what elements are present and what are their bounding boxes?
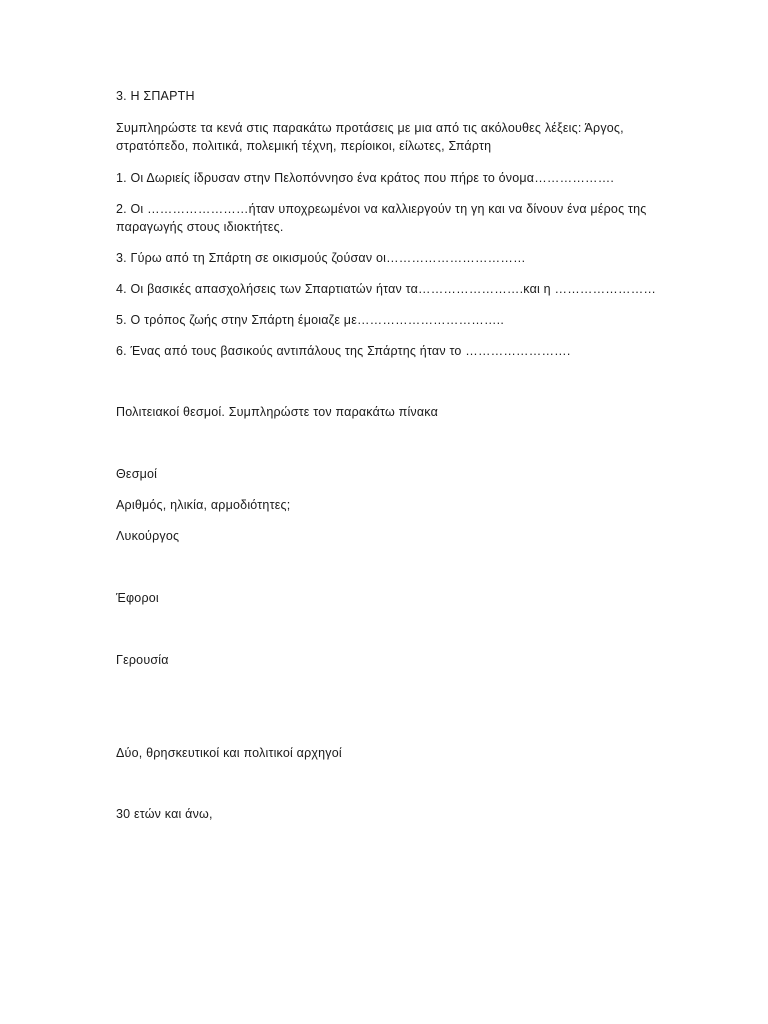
question-4: 4. Οι βασικές απασχολήσεις των Σπαρτιατών ήταν τα…………………….και η …………………… xyxy=(116,282,657,296)
instructions-line-2: στρατόπεδο, πολιτικά, πολεμική τέχνη, περίοικοι, είλωτες, Σπάρτη xyxy=(116,139,492,153)
question-3: 3. Γύρω από τη Σπάρτη σε οικισμούς ζούσαν οι…………………………… xyxy=(116,251,526,265)
row-gerousia: Γερουσία xyxy=(116,653,169,667)
row-lykourgos: Λυκούργος xyxy=(116,529,180,543)
question-5: 5. Ο τρόπος ζωής στην Σπάρτη έμοιαζε με…………………………….. xyxy=(116,313,505,327)
kings-note: Δύο, θρησκευτικοί και πολιτικοί αρχηγοί xyxy=(116,746,342,760)
row-ephors: Έφοροι xyxy=(116,591,159,605)
question-2-line-2: παραγωγής στους ιδιοκτήτες. xyxy=(116,220,284,234)
institutions-heading: Πολιτειακοί θεσμοί. Συμπληρώστε τον παρακάτω πίνακα xyxy=(116,405,439,419)
instructions-line-1: Συμπληρώστε τα κενά στις παρακάτω προτάσεις με μια από τις ακόλουθες λέξεις: Άργος, xyxy=(116,121,624,135)
question-6: 6. Ένας από τους βασικούς αντιπάλους της Σπάρτης ήταν το ……………………. xyxy=(116,344,571,358)
details-column-label: Αριθμός, ηλικία, αρμοδιότητες; xyxy=(116,498,291,512)
section-title: 3. Η ΣΠΑΡΤΗ xyxy=(116,89,195,103)
question-1: 1. Οι Δωριείς ίδρυσαν στην Πελοπόννησο ένα κράτος που πήρε το όνομα………………. xyxy=(116,171,615,185)
age-note: 30 ετών και άνω, xyxy=(116,807,213,821)
question-2-line-1: 2. Οι ……………………ήταν υποχρεωμένοι να καλλιεργούν τη γη και να δίνουν ένα μέρος της xyxy=(116,202,647,216)
institutions-column-label: Θεσμοί xyxy=(116,467,158,481)
